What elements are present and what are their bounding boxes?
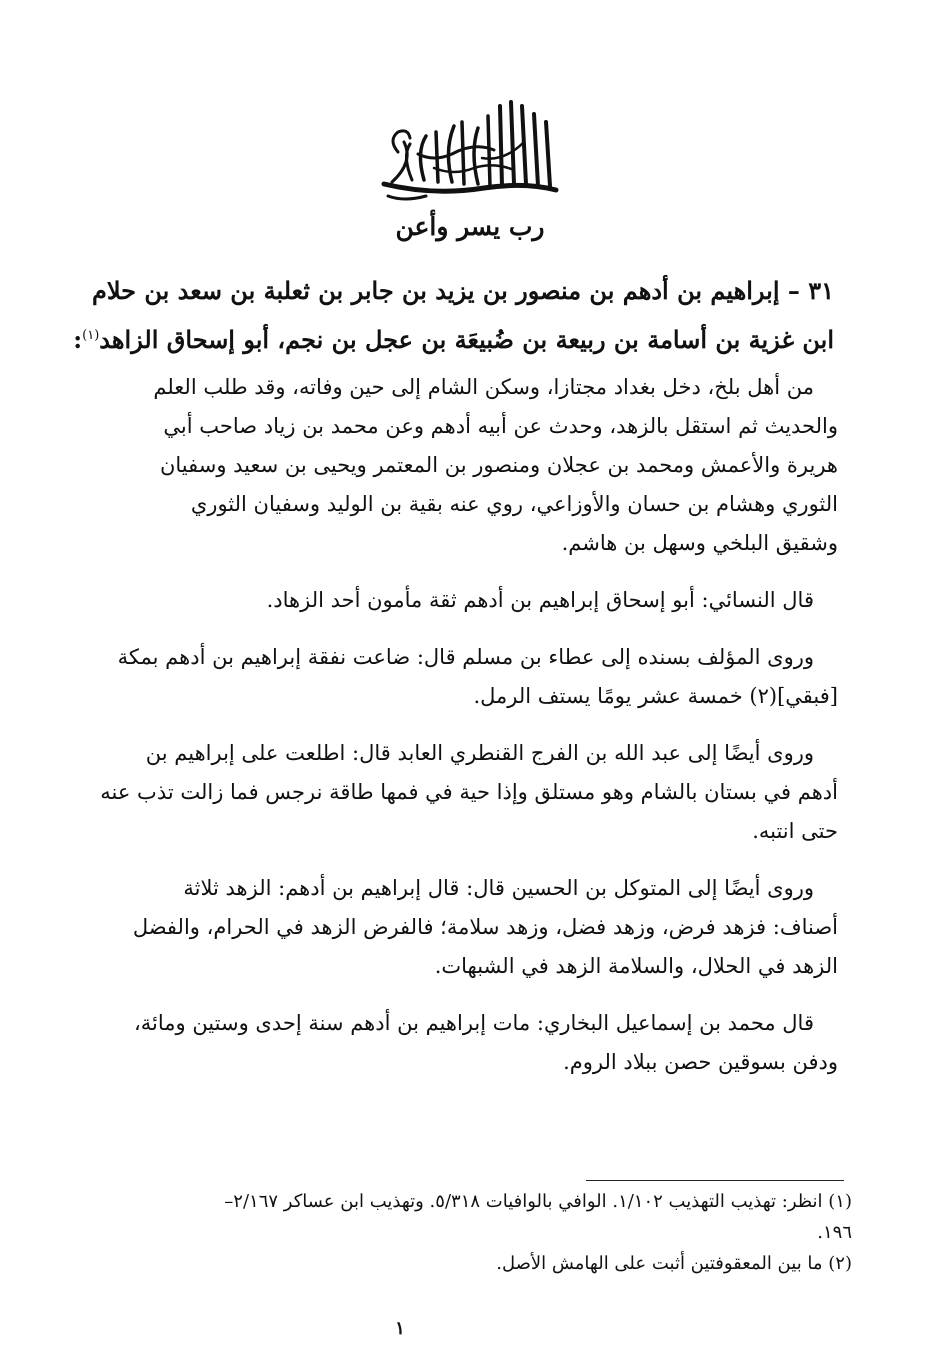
invocation-line: رب يسر وأعن xyxy=(395,212,545,241)
paragraph xyxy=(94,638,838,716)
biography-body xyxy=(94,368,838,1100)
text-line: وروى أيضًا إلى عبد الله بن الفرج القنطري العابد قال: اطلعت على إبراهيم بن xyxy=(145,741,814,765)
paragraph xyxy=(94,869,838,986)
text-line: قال النسائي: أبو إسحاق إبراهيم بن أدهم ثقة مأمون أحد الزهاد. xyxy=(266,588,814,612)
paragraph xyxy=(94,368,838,563)
paragraph xyxy=(94,581,838,620)
page-number: ١ xyxy=(395,1318,405,1339)
paragraph xyxy=(94,734,838,851)
entry-name-part-2: ابن غزية بن أسامة بن ربيعة بن ضُبيعَة بن عجل بن نجم، أبو إسحاق الزاهد xyxy=(99,325,834,354)
entry-heading-line-1 xyxy=(91,268,834,313)
text-line: وشقيق البلخي وسهل بن هاشم. xyxy=(561,531,838,555)
text-line: أصناف: فزهد فرض، وزهد فضل، وزهد سلامة؛ فالفرض الزهد في الحرام، والفضل xyxy=(132,915,838,939)
footnote-1: (١) انظر: تهذيب التهذيب ١/١٠٢. الوافي بالوافيات ٥/٣١٨. وتهذيب ابن عساكر ٢/١٦٧– xyxy=(224,1191,852,1212)
text-line: وروى أيضًا إلى المتوكل بن الحسين قال: قال إبراهيم بن أدهم: الزهد ثلاثة xyxy=(183,876,814,900)
heading-colon: : xyxy=(73,325,83,354)
text-line: [فبقي](٢) خمسة عشر يومًا يستف الرمل. xyxy=(473,684,838,708)
text-line: قال محمد بن إسماعيل البخاري: مات إبراهيم بن أدهم سنة إحدى وستين ومائة، xyxy=(133,1011,814,1035)
entry-number: ٣١ – xyxy=(787,276,834,305)
footnote-divider xyxy=(586,1180,844,1181)
text-line: وروى المؤلف بسنده إلى عطاء بن مسلم قال: ضاعت نفقة إبراهيم بن أدهم بمكة xyxy=(117,645,814,669)
text-line: أدهم في بستان بالشام وهو مستلق وإذا حية في فمها طاقة نرجس فما زالت تذب عنه xyxy=(100,780,838,804)
footnotes xyxy=(92,1186,852,1279)
text-line: والحديث ثم استقل بالزهد، وحدث عن أبيه أدهم وعن محمد بن زياد صاحب أبي xyxy=(163,414,838,438)
footnote-ref-1: (١) xyxy=(82,328,100,343)
footnote-1-continuation: ١٩٦. xyxy=(817,1222,852,1243)
basmala-calligraphy-icon xyxy=(374,92,564,204)
entry-name-part-1: إبراهيم بن أدهم بن منصور بن يزيد بن جابر بن ثعلبة بن سعد بن حلام xyxy=(91,276,780,305)
text-line: من أهل بلخ، دخل بغداد مجتازا، وسكن الشام إلى حين وفاته، وقد طلب العلم xyxy=(153,375,814,399)
text-line: هريرة والأعمش ومحمد بن عجلان ومنصور بن المعتمر ويحيى بن سعيد وسفيان xyxy=(159,453,838,477)
paragraph xyxy=(94,1004,838,1082)
text-line: الزهد في الحلال، والسلامة الزهد في الشبهات. xyxy=(434,954,838,978)
footnote-2: (٢) ما بين المعقوفتين أثبت على الهامش الأصل. xyxy=(496,1253,852,1274)
text-line: ودفن بسوقين حصن ببلاد الروم. xyxy=(563,1050,838,1074)
text-line: الثوري وهشام بن حسان والأوزاعي، روي عنه بقية بن الوليد وسفيان الثوري xyxy=(190,492,838,516)
text-line: حتى انتبه. xyxy=(752,819,838,843)
entry-heading xyxy=(73,268,834,362)
basmala-calligraphy xyxy=(374,92,564,204)
entry-heading-line-2 xyxy=(73,313,834,362)
